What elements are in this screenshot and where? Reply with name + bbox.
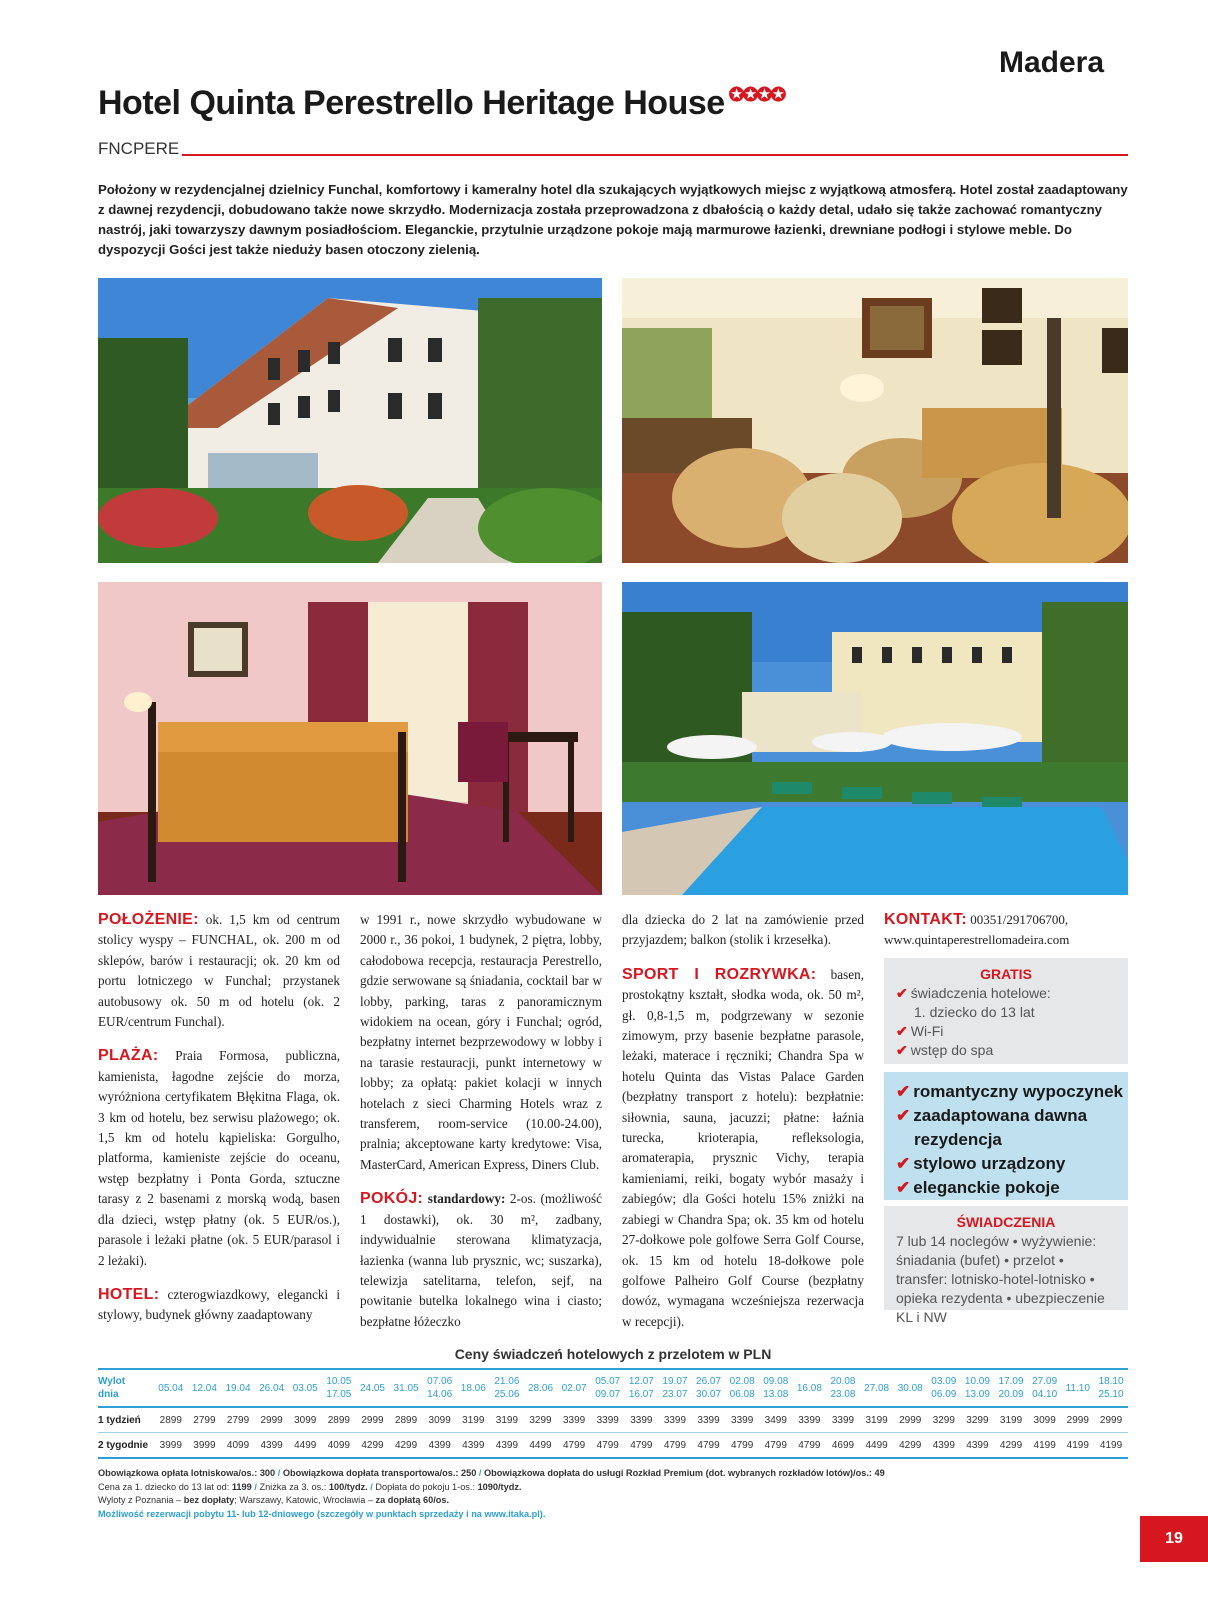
swiadczenia-text: 7 lub 14 noclegów • wyżywienie: śniadania (bufet) • przelot • transfer: lotnisko-hotel-lotnisko • opieka rezydenta • ubezpieczenie KL i NW: [896, 1233, 1105, 1325]
price-cell: 2999: [1061, 1407, 1094, 1433]
price-cell: 2999: [356, 1407, 390, 1433]
date-header: 20.08 23.08: [826, 1369, 860, 1407]
note-line-2: Cena za 1. dziecko do 13 lat od: 1199 / Zniżka za 3. os.: 100/tydz. / Dopłata do pokoju 1-os.: 1090/tydz.: [98, 1481, 522, 1492]
column-3: [622, 910, 864, 1346]
section-plaza: PLAŻA: Praia Formosa, publiczna, kamienista, łagodne zejście do morza, wyróżniona certyfikatem Błękitna Flaga, ok. 3 km od hotelu, bez serwisu plażowego; ok. 1,5 km od hotelu kąpieliska: Gorgulho, platforma, kamieniste zejście do oceanu, wstęp bezpłatny i Ponta Gorda, sztuczne tarasy z 2 basenami z morską wodą, basen dla dzieci, wstęp płatny (ok. 5 EUR/os.), parasole i leżaki płatne (ok. 5 EUR/parasol i 2 leżaki).: [98, 1047, 340, 1268]
row-label: 1 tydzień: [98, 1407, 154, 1433]
price-cell: 2799: [221, 1407, 255, 1433]
price-cell: 3399: [692, 1407, 726, 1433]
section-polozenie: POŁOŻENIE: ok. 1,5 km od centrum stolicy wyspy – FUNCHAL, ok. 200 m od sklepów, barów i restauracji; ok. 20 km od portu lotniczego w Funchal; przystanek autobusowy ok. 50 m od hotelu (ok. 2 EUR/centrum Funchal).: [98, 911, 340, 1030]
price-cell: 3999: [188, 1433, 222, 1459]
price-cell: 4399: [423, 1433, 457, 1459]
price-cell: 3199: [860, 1407, 894, 1433]
check-icon: ✔: [896, 1178, 911, 1197]
price-cell: 4799: [591, 1433, 625, 1459]
price-cell: 4399: [255, 1433, 289, 1459]
date-header: 27.08: [860, 1369, 894, 1407]
price-cell: 3299: [524, 1407, 558, 1433]
check-icon: ✔: [896, 1023, 908, 1039]
check-icon: ✔: [896, 1082, 911, 1101]
price-cell: 4799: [793, 1433, 827, 1459]
hotel-code: FNCPERE: [98, 139, 180, 158]
price-cell: 4799: [725, 1433, 759, 1459]
price-cell: 4099: [322, 1433, 356, 1459]
gratis-item: ✔ świadczenia hotelowe:: [896, 985, 1051, 1001]
gratis-item: ✔ Wi-Fi: [896, 1023, 944, 1039]
date-header: 19.07 23.07: [658, 1369, 692, 1407]
price-cell: 2899: [322, 1407, 356, 1433]
check-icon: ✔: [896, 985, 908, 1001]
highlight-item: ✔ eleganckie pokoje: [896, 1178, 1060, 1197]
price-cell: 2999: [255, 1407, 289, 1433]
price-cell: 4299: [893, 1433, 927, 1459]
section-hotel: HOTEL: czterogwiazdkowy, elegancki i stylowy, budynek główny zaadaptowany: [98, 1285, 340, 1323]
swiadczenia-title: ŚWIADCZENIA: [956, 1214, 1056, 1230]
date-header: 11.10: [1061, 1369, 1094, 1407]
check-icon: ✔: [896, 1042, 908, 1058]
date-header: 26.07 30.07: [692, 1369, 726, 1407]
date-header: 07.06 14.06: [423, 1369, 457, 1407]
date-header: 03.09 06.09: [927, 1369, 961, 1407]
date-header: 30.08: [893, 1369, 927, 1407]
highlights-box: [884, 1072, 1128, 1200]
price-cell: 4199: [1094, 1433, 1128, 1459]
price-cell: 3199: [994, 1407, 1028, 1433]
price-cell: 3399: [826, 1407, 860, 1433]
price-cell: 3399: [658, 1407, 692, 1433]
price-cell: 2999: [1094, 1407, 1128, 1433]
date-header: 24.05: [356, 1369, 390, 1407]
price-cell: 3099: [1028, 1407, 1062, 1433]
date-header: 05.04: [154, 1369, 188, 1407]
date-header: 17.09 20.09: [994, 1369, 1028, 1407]
price-cell: 3399: [793, 1407, 827, 1433]
price-cell: 4399: [927, 1433, 961, 1459]
intro-paragraph: Położony w rezydencjalnej dzielnicy Funchal, komfortowy i kameralny hotel dla szukających wyjątkowych miejsc z wyjątkową atmosferą. Hotel został zaadaptowany z dawnej rezydencji, dobudowano także nowe skrzydło. Modernizacja została przeprowadzona z dbałością o każdy detal, udało się także zachować romantyczny nastrój, jaki towarzyszy dawnym posiadłościom. Eleganckie, przytulnie urządzone pokoje mają marmurowe łazienki, drewniane podłogi i stylowe meble. Do dyspozycji Gości jest także nieduży basen otoczony zielenią.: [98, 182, 1128, 257]
price-row: [98, 1433, 1128, 1459]
price-cell: 4799: [658, 1433, 692, 1459]
photo-hotel-exterior: [98, 278, 602, 563]
price-cell: 4799: [759, 1433, 793, 1459]
date-header: 26.04: [255, 1369, 289, 1407]
date-header: 05.07 09.07: [591, 1369, 625, 1407]
photo-bedroom: [98, 582, 602, 895]
price-cell: 3999: [154, 1433, 188, 1459]
gratis-box: [884, 958, 1128, 1064]
swiadczenia-box: [884, 1206, 1128, 1325]
price-cell: 2899: [154, 1407, 188, 1433]
contact-phone: 00351/291706700,: [966, 912, 1069, 927]
price-cell: 4399: [961, 1433, 995, 1459]
date-header: 03.05: [288, 1369, 322, 1407]
heading-polozenie: POŁOŻENIE:: [98, 911, 199, 928]
gratis-subitem: 1. dziecko do 13 lat: [914, 1004, 1035, 1020]
row-label: 2 tygodnie: [98, 1433, 154, 1459]
price-cell: 4299: [389, 1433, 423, 1459]
price-cell: 4099: [221, 1433, 255, 1459]
section-pokoj: POKÓJ: standardowy: 2-os. (możliwość 1 dostawki), ok. 30 m², zadbany, indywidualnie sterowana klimatyzacja, łazienka (wanna lub prysznic, wc; suszarka), telewizja satelitarna, telefon, sejf, na powitanie butelka lokalnego wina i ciasto; bezpłatne łóżeczko: [360, 1190, 602, 1329]
header-label: Wylot dnia: [98, 1369, 154, 1407]
price-cell: 4799: [692, 1433, 726, 1459]
price-cell: 4199: [1028, 1433, 1062, 1459]
page-number: 19: [1140, 1516, 1208, 1562]
price-cell: 4199: [1061, 1433, 1094, 1459]
date-header: 12.04: [188, 1369, 222, 1407]
heading-sport: SPORT I ROZRYWKA:: [622, 965, 817, 983]
price-cell: 4499: [288, 1433, 322, 1459]
price-notes: [98, 1467, 1128, 1521]
highlight-item: ✔ romantyczny wypoczynek: [896, 1082, 1123, 1101]
heading-hotel: HOTEL:: [98, 1285, 160, 1303]
column-2: [360, 910, 602, 1346]
date-header: 02.08 06.08: [725, 1369, 759, 1407]
column-1: [98, 910, 340, 1340]
price-cell: 4499: [524, 1433, 558, 1459]
photo-lobby: [622, 278, 1128, 563]
highlight-item: ✔ stylowo urządzony: [896, 1154, 1066, 1173]
note-line-3: Wyloty z Poznania – bez dopłaty; Warszawy, Katowic, Wrocławia – za dopłatą 60/os.: [98, 1495, 450, 1505]
date-header: 27.09 04.10: [1028, 1369, 1062, 1407]
heading-plaza: PLAŻA:: [98, 1047, 159, 1065]
hotel-title: [98, 84, 784, 123]
date-header: 18.06: [456, 1369, 490, 1407]
section-sport: SPORT I ROZRYWKA: basen, prostokątny kształt, słodka woda, ok. 50 m², gł. 0,8-1,5 m, podgrzewany w sezonie zimowym, przy basenie bezpłatne parasole, leżaki, materace i ręczniki; Chandra Spa w hotelu Quinta das Vistas Palace Garden (bezpłatny transport z hotelu): bezpłatnie: siłownia, sauna, jacuzzi; płatne: łaźnia turecka, krioterapia, refleksologia, aromaterapia, prysznic Vichy, terapia kamieniami, reiki, bogaty wybór masaży i zabiegów; dla Gości hotelu 15% zniżki na zabiegi w Chandra Spa; ok. 35 km od hotelu 27-dołkowe pole golfowe Serra Golf Course, ok. 15 km od hotelu 18-dołkowe pole golfowe Palheiro Golf Course (bezpłatny dowóz, wymagana wcześniejsza rezerwacja w recepcji).: [622, 965, 864, 1329]
price-cell: 3399: [625, 1407, 659, 1433]
date-header: 10.05 17.05: [322, 1369, 356, 1407]
price-cell: 3399: [725, 1407, 759, 1433]
date-header: 10.09 13.09: [961, 1369, 995, 1407]
price-cell: 4799: [557, 1433, 591, 1459]
price-cell: 3099: [423, 1407, 457, 1433]
date-header: 18.10 25.10: [1094, 1369, 1128, 1407]
price-cell: 4299: [356, 1433, 390, 1459]
price-cell: 4299: [994, 1433, 1028, 1459]
check-icon: ✔: [896, 1106, 911, 1125]
price-cell: 3099: [288, 1407, 322, 1433]
price-table: [98, 1368, 1128, 1459]
price-cell: 4699: [826, 1433, 860, 1459]
heading-kontakt: KONTAKT:: [884, 911, 967, 928]
date-header: 31.05: [389, 1369, 423, 1407]
contact-info: [884, 910, 1130, 950]
photo-pool: [622, 582, 1128, 895]
gratis-title: GRATIS: [980, 966, 1032, 982]
price-cell: 3299: [961, 1407, 995, 1433]
date-header: 28.06: [524, 1369, 558, 1407]
price-cell: 4399: [490, 1433, 524, 1459]
region-title: Madera: [998, 46, 1104, 79]
highlight-item: rezydencja: [914, 1130, 1002, 1149]
date-header: 02.07: [557, 1369, 591, 1407]
gratis-item: ✔ wstęp do spa: [896, 1042, 994, 1058]
heading-pokoj: POKÓJ:: [360, 1190, 424, 1208]
price-header-row: [98, 1369, 1128, 1407]
price-cell: 3399: [591, 1407, 625, 1433]
check-icon: ✔: [896, 1154, 911, 1173]
price-cell: 3199: [490, 1407, 524, 1433]
price-cell: 2999: [893, 1407, 927, 1433]
hotel-name: Hotel Quinta Perestrello Heritage House: [98, 84, 725, 122]
price-cell: 2899: [389, 1407, 423, 1433]
contact-website[interactable]: www.quintaperestrellomadeira.com: [884, 932, 1070, 947]
price-cell: 2799: [188, 1407, 222, 1433]
section-hotel-continued: w 1991 r., nowe skrzydło wybudowane w 2000 r., 36 pokoi, 1 budynek, 2 piętra, lobby, całodobowa recepcja, restauracja Perestrello, gdzie serwowane są śniadania, cocktail bar w lobby, parking, taras z panoramicznym widokiem na ocean, góry i Funchal; ogród, bezpłatny internet bezprzewodowy w lobby i na tarasie restauracji, punkt internetowy w lobby; za opłatą: pakiet kolacji w innych hotelach z sieci Charming Hotels wraz z transferem, room-service (10.00-24.00), pralnia; akceptowane karty kredytowe: Visa, MasterCard, American Express, Diners Club.: [360, 912, 602, 1172]
date-header: 16.08: [793, 1369, 827, 1407]
note-line-1: Obowiązkowa opłata lotniskowa/os.: 300 / Obowiązkowa dopłata transportowa/os.: 250 / Obowiązkowa dopłata do usługi Rozkład Premium (dot. wybranych rozkładów lotów)/os.: 49: [98, 1468, 885, 1478]
highlight-item: ✔ zaadaptowana dawna: [896, 1106, 1088, 1125]
date-header: 19.04: [221, 1369, 255, 1407]
date-header: 09.08 13.08: [759, 1369, 793, 1407]
price-cell: 3499: [759, 1407, 793, 1433]
star-rating-icon: ✪✪✪✪: [728, 85, 785, 106]
price-cell: 4799: [625, 1433, 659, 1459]
date-header: 12.07 16.07: [625, 1369, 659, 1407]
price-cell: 3299: [927, 1407, 961, 1433]
price-table-title: Ceny świadczeń hotelowych z przelotem w PLN: [454, 1346, 772, 1362]
note-line-4: Możliwość rezerwacji pobytu 11- lub 12-dniowego (szczegóły w punktach sprzedaży i na www.itaka.pl).: [98, 1508, 546, 1519]
title-divider: [182, 154, 1128, 156]
price-cell: 4399: [456, 1433, 490, 1459]
price-row: [98, 1407, 1128, 1433]
price-cell: 4499: [860, 1433, 894, 1459]
price-cell: 3199: [456, 1407, 490, 1433]
section-pokoj-continued: dla dziecka do 2 lat na zamówienie przed przyjazdem; balkon (stolik i krzesełka).: [622, 912, 864, 948]
price-cell: 3399: [557, 1407, 591, 1433]
date-header: 21.06 25.06: [490, 1369, 524, 1407]
